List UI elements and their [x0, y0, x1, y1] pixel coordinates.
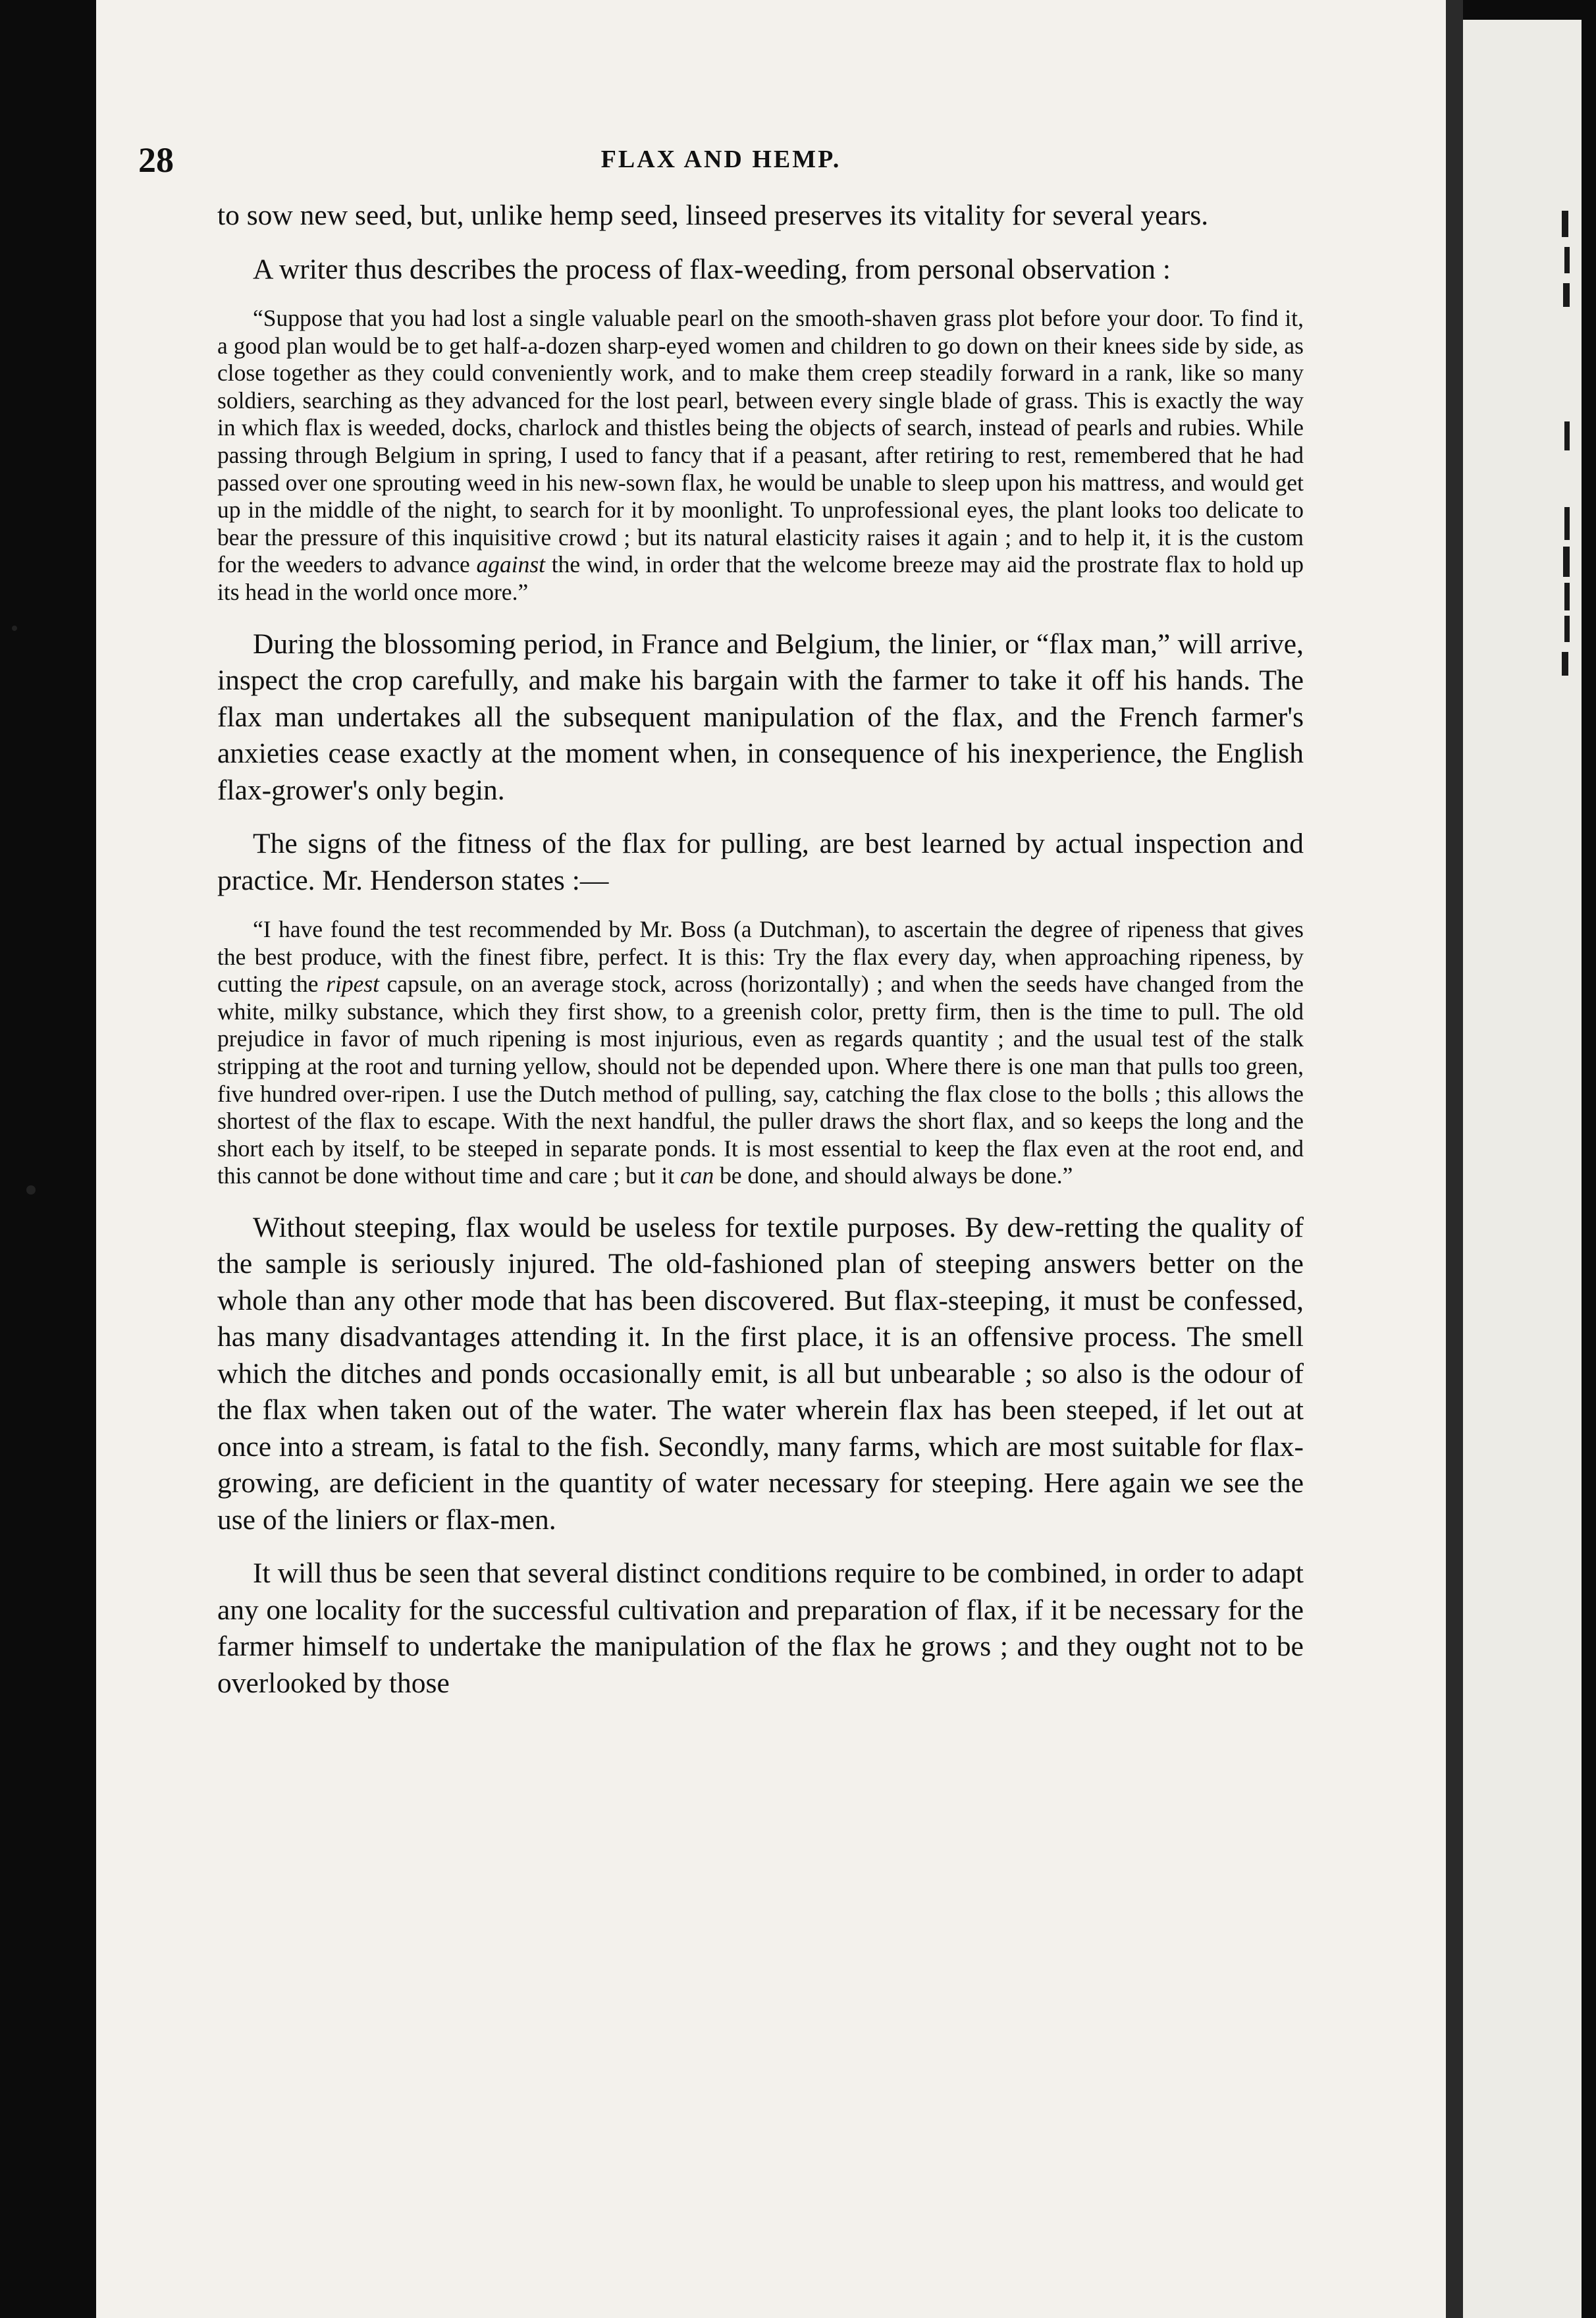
- paragraph-conditions: It will thus be seen that several distinct conditions require to be combined, in order to adapt any one locality for the successful cultivation and preparation of flax, if it be necessary for the farmer himself to undertake the manipulation of the flax he grows ; and they ought not to be overlooked by those: [217, 1557, 1304, 1699]
- running-title: FLAX AND HEMP.: [600, 146, 841, 173]
- block-quote-weeding: [217, 305, 1304, 606]
- quote-text: “Suppose that you had lost a single valuable pearl on the smooth-shaven grass plot before your door. To find it, a good plan would be to get half-a-dozen sharp-eyed women and children to go down on their knees side by side, as close together as they could conveniently work, and to make them creep steadily forward in a rank, like so many soldiers, searching as they advanced for the lost pearl, between every single blade of grass. This is exactly the way in which flax is weeded, docks, charlock and thistles being the objects of search, instead of pearls and rubies. While passing through Belgium in spring, I used to fancy that if a peasant, after retiring to rest, remembered that he had passed over one sprouting weed in his new-sown flax, he would be unable to sleep upon his mattress, and would get up in the middle of the night, to search for it by moonlight. To unprofessional eyes, the plant looks too delicate to bear the pressure of this inquisitive crowd ; but its natural elasticity raises it again ; and to help it, it is the custom for the weeders to advance: [217, 305, 1304, 578]
- paragraph-pulling-signs: The signs of the fitness of the flax for pulling, are best learned by actual inspection and practice. Mr. Henderson states :—: [217, 828, 1304, 896]
- quote-text: capsule, on an average stock, across (horizontally) ; and when the seeds have changed from the white, milky substance, which they first show, to a greenish color, pretty firm, then is the time to pull. The old prejudice in favor of much ripening is most injurious, even as regards quantity ; and the usual test of the stalk stripping at the root and turning yellow, should not be depended upon. Where there is one man that pulls too green, five hundred over-ripen. I use the Dutch method of pulling, say, catching the flax close to the bolls ; this allows the shortest of the flax to escape. With the next handful, the puller draws the short flax, and so keeps the long and the short each by itself, to be steeped in separate ponds. It is most essential to keep the flax even at the root end, and this cannot be done without time and care ; but it: [217, 971, 1304, 1189]
- facing-page-edge: [1463, 20, 1582, 2318]
- quote-text: “I have found the test recommended by Mr. Boss (a Dutchman), to ascertain the degree of ripeness that gives the best produce, with the finest fibre, perfect. It is this: Try the flax every day, when approaching ripeness, by cutting the: [217, 916, 1304, 998]
- page-number: 28: [138, 140, 174, 180]
- paragraph-steeping: Without steeping, flax would be useless for textile purposes. By dew-retting the quality of the sample is seriously injured. The old-fashioned plan of steeping answers better on the whole than any other mode that has been discovered. But flax-steeping, it must be confessed, has many disadvantages attending it. In the first place, it is an offensive process. The smell which the ditches and ponds occasionally emit, is all but unbearable ; so also is the odour of the flax when taken out of the water. The water wherein flax has been steeped, if let out at once into a stream, is fatal to the fish. Secondly, many farms, which are most suitable for flax-growing, are deficient in the quantity of water necessary for steeping. Here again we see the use of the liniers or flax-men.: [217, 1211, 1304, 1536]
- page-body: [217, 198, 1304, 1719]
- quote-text: the wind, in order that the welcome breeze may aid the prostrate flax to hold up its head in the world once more.”: [217, 551, 1304, 605]
- paragraph-intro-quote: A writer thus describes the process of flax-weeding, from personal observation :: [253, 253, 1171, 285]
- quote-italic: can: [679, 1162, 714, 1189]
- paragraph-blossoming: During the blossoming period, in France and Belgium, the linier, or “flax man,” will arrive, inspect the crop carefully, and make his bargain with the farmer to take it off his hands. The flax man undertakes all the subsequent manipulation of the flax, and the French farmer's anxieties cease exactly at the moment when, in consequence of his inexperience, the English flax-grower's only begin.: [217, 628, 1304, 806]
- page-header: [138, 140, 1304, 179]
- scan-speck: [12, 626, 17, 631]
- paragraph-continuation: to sow new seed, but, unlike hemp seed, linseed preserves its vitality for several years.: [217, 200, 1209, 231]
- quote-text: be done, and should always be done.”: [714, 1162, 1073, 1189]
- quote-italic: against: [476, 551, 546, 578]
- scan-speck: [26, 1185, 36, 1195]
- block-quote-henderson: [217, 916, 1304, 1190]
- book-spine: [1446, 0, 1463, 2318]
- quote-italic: ripest: [326, 971, 380, 998]
